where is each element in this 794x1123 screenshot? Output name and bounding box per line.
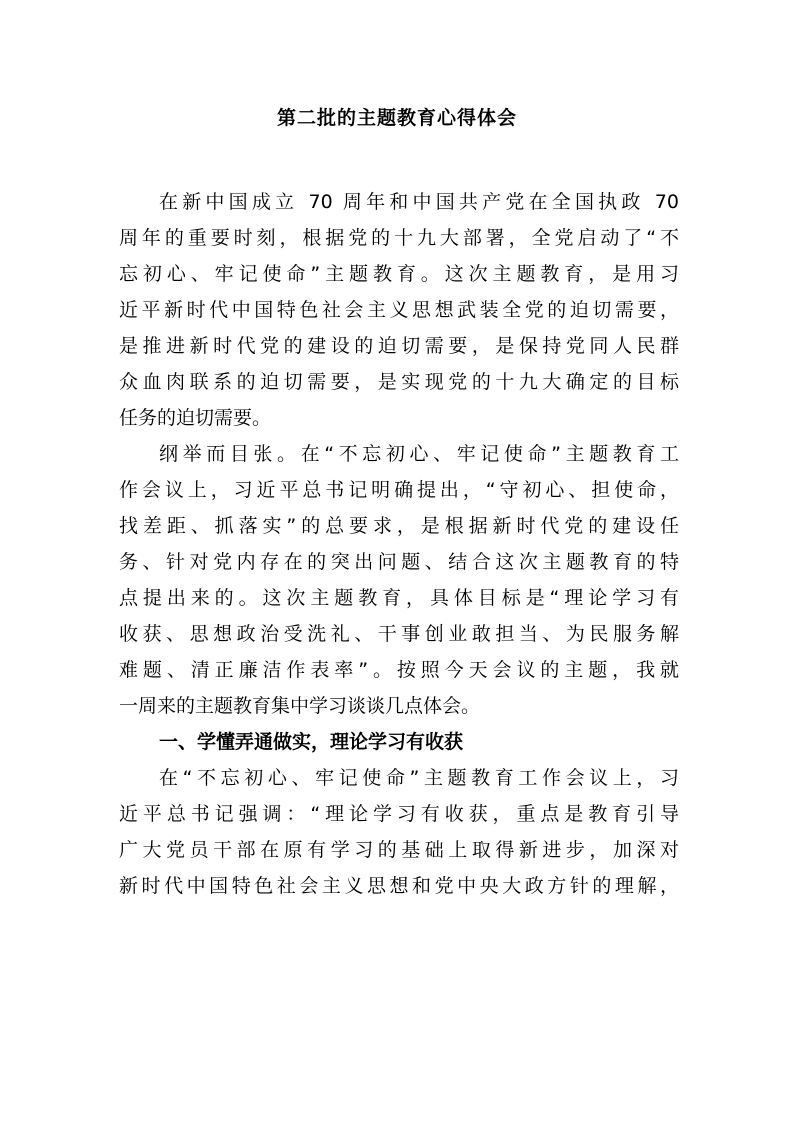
paragraph-line: 众血肉联系的迫切需要，是实现党的十九大确定的目标 <box>119 371 679 393</box>
paragraph-line: 收获、思想政治受洗礼、干事创业敢担当、为民服务解 <box>119 623 679 645</box>
paragraph-line: 广大党员干部在原有学习的基础上取得新进步，加深对 <box>119 839 679 861</box>
paragraph-line: 近平总书记强调：“理论学习有收获，重点是教育引导 <box>119 803 679 825</box>
paragraph-line: 作会议上，习近平总书记明确提出，“守初心、担使命， <box>119 479 679 501</box>
paragraph-line: 点提出来的。这次主题教育，具体目标是“理论学习有 <box>119 587 679 609</box>
paragraph-line: 找差距、抓落实”的总要求，是根据新时代党的建设任 <box>119 515 679 537</box>
paragraph-line: 难题、清正廉洁作表率”。按照今天会议的主题，我就 <box>119 659 679 681</box>
paragraph-line: 在“不忘初心、牢记使命”主题教育工作会议上，习 <box>159 767 679 789</box>
paragraph-line: 新时代中国特色社会主义思想和党中央大政方针的理解， <box>119 875 679 897</box>
section-heading: 一、学懂弄通做实，理论学习有收获 <box>159 731 464 753</box>
paragraph-line: 任务的迫切需要。 <box>119 407 272 429</box>
paragraph-line: 一周来的主题教育集中学习谈谈几点体会。 <box>119 695 481 717</box>
paragraph-line: 近平新时代中国特色社会主义思想武装全党的迫切需要， <box>119 299 679 321</box>
paragraph-line: 在新中国成立 70 周年和中国共产党在全国执政 70 <box>159 191 679 213</box>
paragraph-line: 周年的重要时刻，根据党的十九大部署，全党启动了“不 <box>119 227 679 249</box>
paragraph-line: 忘初心、牢记使命”主题教育。这次主题教育，是用习 <box>119 263 679 285</box>
document-body <box>119 184 679 904</box>
paragraph-line: 纲举而目张。在“不忘初心、牢记使命”主题教育工 <box>159 443 679 465</box>
paragraph-line: 务、针对党内存在的突出问题、结合这次主题教育的特 <box>119 551 679 573</box>
paragraph-line: 是推进新时代党的建设的迫切需要，是保持党同人民群 <box>119 335 679 357</box>
page-title: 第二批的主题教育心得体会 <box>276 107 517 129</box>
